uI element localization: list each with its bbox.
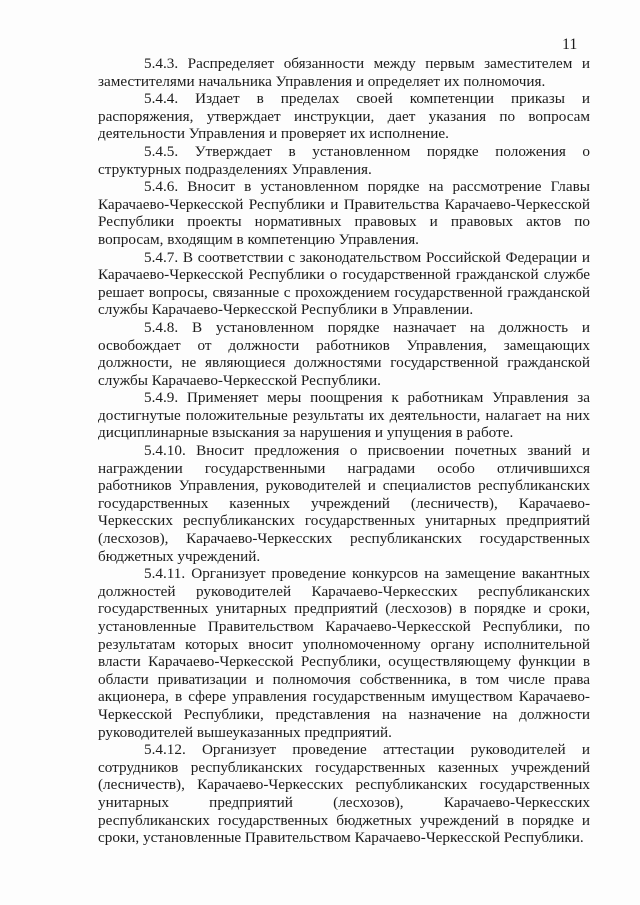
clause-5-4-8: 5.4.8. В установленном порядке назначает на должность и освобождает от должности работников Управления, замещающих должности, не являющиеся должностями государственной гражданской службы Карачаево-Черкесской Республики. <box>98 318 590 389</box>
document-body <box>98 55 590 847</box>
page-number: 11 <box>562 36 578 53</box>
clause-5-4-12: 5.4.12. Организует проведение аттестации руководителей и сотрудников республиканских государственных казенных учреждений (лесничеств), Карачаево-Черкесских республиканских государственных унитарных предприятий (лесхозов), Карачаево-Черкесских республиканских государственных бюджетных учреждений в порядке и сроки, установленные Правительством Карачаево-Черкесской Республики. <box>98 741 590 847</box>
clause-5-4-6: 5.4.6. Вносит в установленном порядке на рассмотрение Главы Карачаево-Черкесской Республики и Правительства Карачаево-Черкесской Республики проекты нормативных правовых и правовых актов по вопросам, входящим в компетенцию Управления. <box>98 178 590 248</box>
clause-5-4-10: 5.4.10. Вносит предложения о присвоении почетных званий и награждении государственными наградами особо отличившихся работников Управления, руководителей и специалистов республиканских государственных казенных учреждений (лесничеств), Карачаево-Черкесских республиканских государственных унитарных предприятий (лесхозов), Карачаево-Черкесских республиканских государственных бюджетных учреждений. <box>98 442 590 565</box>
clause-5-4-3: 5.4.3. Распределяет обязанности между первым заместителем и заместителями начальника Управления и определяет их полномочия. <box>98 55 590 90</box>
clause-5-4-5: 5.4.5. Утверждает в установленном порядке положения о структурных подразделениях Управления. <box>98 142 590 178</box>
clause-5-4-7: 5.4.7. В соответствии с законодательством Российской Федерации и Карачаево-Черкесской Республики о государственной гражданской службе решает вопросы, связанные с прохождением государственной гражданской службы Карачаево-Черкесской Республики в Управлении. <box>98 248 590 319</box>
clause-5-4-4: 5.4.4. Издает в пределах своей компетенции приказы и распоряжения, утверждает инструкции, дает указания по вопросам деятельности Управления и проверяет их исполнение. <box>98 90 590 143</box>
clause-5-4-11: 5.4.11. Организует проведение конкурсов на замещение вакантных должностей руководителей Карачаево-Черкесских республиканских государственных унитарных предприятий (лесхозов) в порядке и сроки, установленные Правительством Карачаево-Черкесской Республики, по результатам которых вносит уполномоченному органу исполнительной власти Карачаево-Черкесской Республики, осуществляющему функции в области приватизации и полномочия собственника, в том числе права акционера, в сфере управления государственным имуществом Карачаево-Черкесской Республики, представления на назначение на должности руководителей вышеуказанных предприятий. <box>98 565 590 741</box>
clause-5-4-9: 5.4.9. Применяет меры поощрения к работникам Управления за достигнутые положительные результаты их деятельности, налагает на них дисциплинарные взыскания за нарушения и упущения в работе. <box>98 389 590 442</box>
